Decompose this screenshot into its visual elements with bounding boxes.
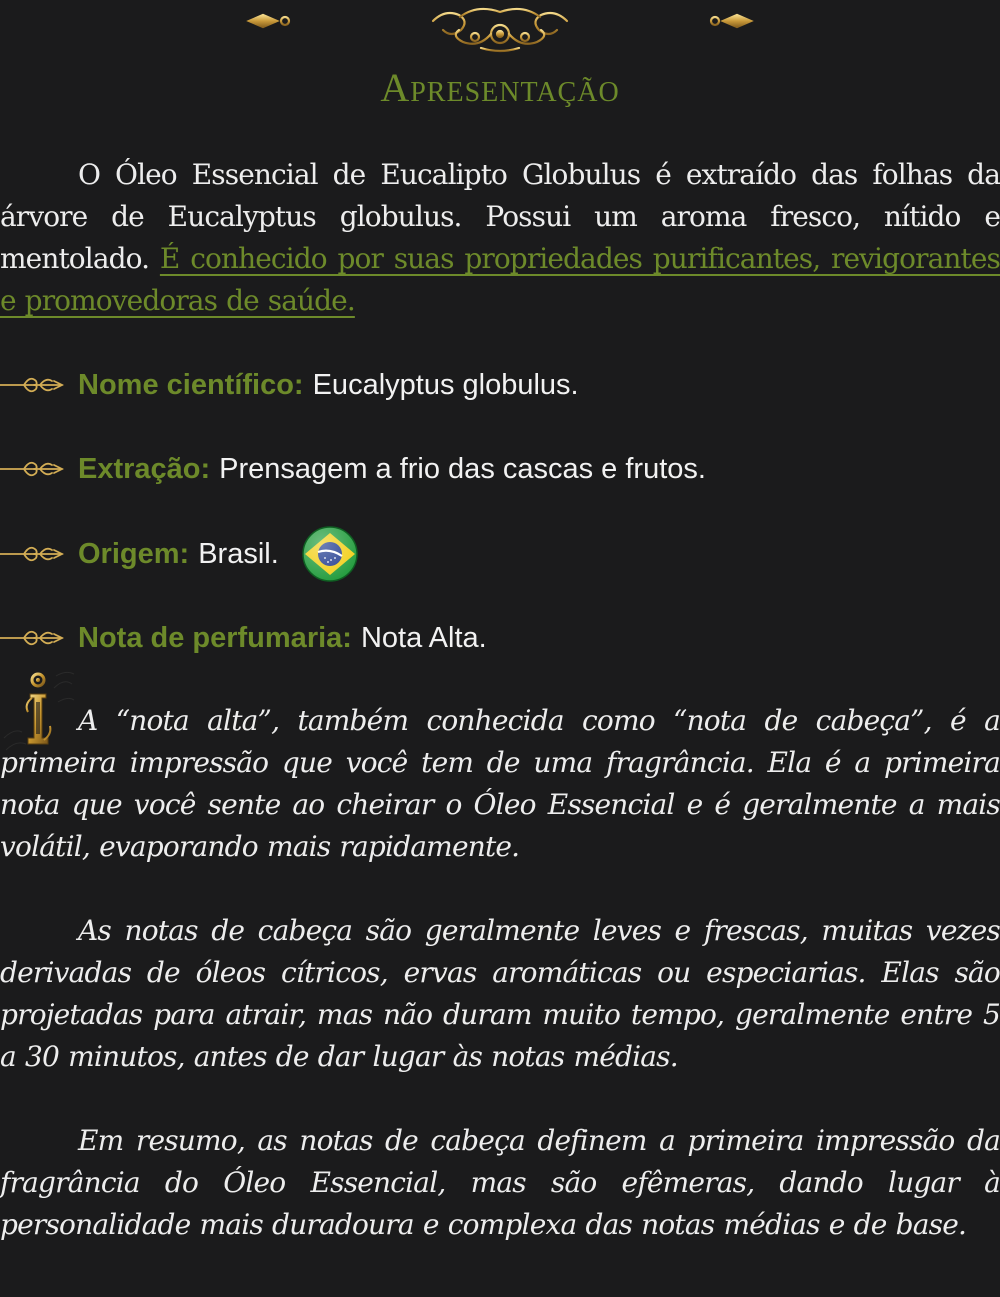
intro-text: O Óleo Essencial de Eucalipto Globulus é extraído das folhas da árvore de Eucalyptus globulus. Possui um aroma fresco, nítido e mentolado.	[0, 158, 1000, 275]
detail-label: Nome científico:	[78, 368, 304, 401]
arrow-flourish-icon	[0, 369, 64, 401]
detail-label: Nota de perfumaria:	[78, 621, 352, 654]
detail-scientific-name	[0, 364, 579, 406]
detail-perfumery-note	[0, 617, 487, 659]
detail-value: Brasil.	[198, 537, 279, 570]
intro-paragraph	[0, 154, 1000, 322]
arrow-flourish-icon	[0, 453, 64, 485]
detail-value: Prensagem a frio das cascas e frutos.	[219, 452, 706, 485]
detail-extraction	[0, 448, 706, 490]
intro-highlight: É conhecido por suas propriedades purificantes, revigorantes e promovedoras de saúde.	[0, 242, 1000, 317]
note-paragraph-2: As notas de cabeça são geralmente leves e frescas, muitas vezes derivadas de óleos cítricos, ervas aromáticas ou especiarias. Elas são projetadas para atrair, mas não duram muito tempo, geralmente entre 5 a 30 minutos, antes de dar lugar às notas médias.	[0, 914, 1000, 1073]
brazil-flag-icon	[301, 525, 359, 583]
note-paragraph-3: Em resumo, as notas de cabeça definem a primeira impressão da fragrância do Óleo Essencial, mas são efêmeras, dando lugar à personalidade mais duradoura e complexa das notas médias e de base.	[0, 1124, 1000, 1241]
page-title: Apresentação	[380, 65, 620, 110]
detail-label: Origem:	[78, 537, 190, 570]
ornament-divider-icon	[245, 4, 755, 56]
detail-label: Extração:	[78, 452, 211, 485]
arrow-flourish-icon	[0, 622, 64, 654]
detail-origin	[0, 533, 359, 575]
arrow-flourish-icon	[0, 538, 64, 570]
detail-value: Nota Alta.	[360, 621, 487, 654]
detail-value: Eucalyptus globulus.	[312, 368, 579, 401]
note-paragraph-1: A “nota alta”, também conhecida como “nota de cabeça”, é a primeira impressão que você tem de uma fragrância. Ela é a primeira nota que você sente ao cheirar o Óleo Essencial e é geralmente a mais volátil, evaporando mais rapidamente.	[0, 704, 1000, 863]
